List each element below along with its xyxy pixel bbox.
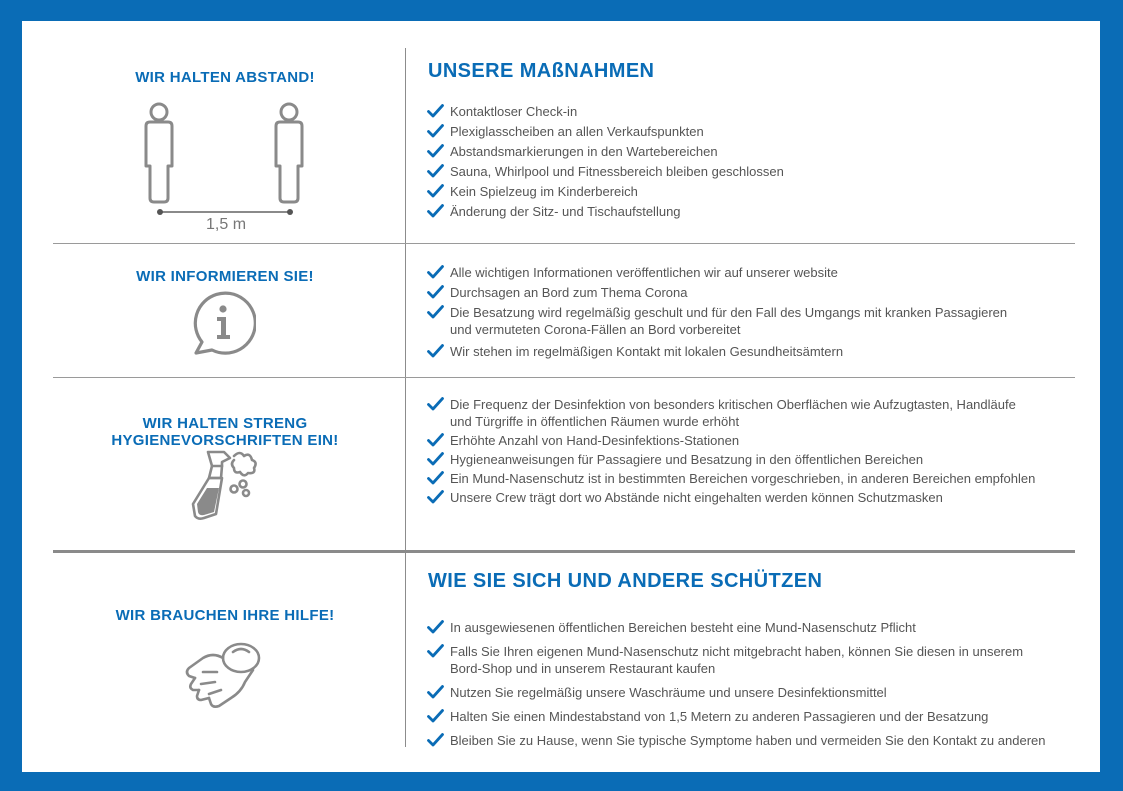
- list-item: Hygieneanweisungen für Passagiere und Besatzung in den öffentlichen Bereichen: [427, 451, 1035, 468]
- hygiene-list: [427, 396, 1035, 506]
- list-item: Kontaktloser Check-in: [427, 103, 784, 120]
- list-item: In ausgewiesenen öffentlichen Bereichen besteht eine Mund-Nasenschutz Pflicht: [427, 619, 1045, 636]
- checkmark-icon: [427, 685, 444, 699]
- list-item: Kein Spielzeug im Kinderbereich: [427, 183, 784, 200]
- section-label-inform: WIR INFORMIEREN SIE!: [136, 268, 314, 285]
- list-item: Wir stehen im regelmäßigen Kontakt mit lokalen Gesundheitsämtern: [427, 343, 1007, 360]
- measures-title: UNSERE MAßNAHMEN: [428, 60, 655, 82]
- checkmark-icon: [427, 620, 444, 634]
- section-label-hygiene: WIR HALTEN STRENG HYGIENEVORSCHRIFTEN EIN!: [111, 415, 339, 449]
- checkmark-icon: [427, 397, 444, 411]
- list-item: Die Besatzung wird regelmäßig geschult und für den Fall des Umgangs mit kranken Passagieren und vermuteten Corona-Fällen an Bord vorbereitet: [427, 304, 1007, 338]
- checkmark-icon: [427, 433, 444, 447]
- row-divider-2: [53, 377, 1075, 378]
- distance-label: 1,5 m: [206, 216, 247, 233]
- section-label-distance: WIR HALTEN ABSTAND!: [135, 69, 315, 86]
- checkmark-icon: [427, 733, 444, 747]
- checkmark-icon: [427, 265, 444, 279]
- list-item: Halten Sie einen Mindestabstand von 1,5 Metern zu anderen Passagieren und der Besatzung: [427, 708, 1045, 725]
- list-item: Plexiglasscheiben an allen Verkaufspunkten: [427, 123, 784, 140]
- list-item: Erhöhte Anzahl von Hand-Desinfektions-Stationen: [427, 432, 1035, 449]
- row-divider-1: [53, 243, 1075, 244]
- checkmark-icon: [427, 164, 444, 178]
- list-item: Bleiben Sie zu Hause, wenn Sie typische Symptome haben und vermeiden Sie den Kontakt zu anderen: [427, 732, 1045, 749]
- spray-bottle-icon: [186, 448, 266, 522]
- column-divider-bottom: [405, 553, 406, 747]
- social-distance-icon: [130, 100, 310, 218]
- checkmark-icon: [427, 709, 444, 723]
- list-item: Die Frequenz der Desinfektion von besonders kritischen Oberflächen wie Aufzugtasten, Handläufe und Türgriffe in öffentlichen Räumen wurde erhöht: [427, 396, 1035, 430]
- row-divider-3: [53, 550, 1075, 553]
- checkmark-icon: [427, 344, 444, 358]
- checkmark-icon: [427, 305, 444, 319]
- checkmark-icon: [427, 644, 444, 658]
- list-item: Durchsagen an Bord zum Thema Corona: [427, 284, 1007, 301]
- checkmark-icon: [427, 184, 444, 198]
- checkmark-icon: [427, 144, 444, 158]
- list-item: Alle wichtigen Informationen veröffentlichen wir auf unserer website: [427, 264, 1007, 281]
- section-label-help: WIR BRAUCHEN IHRE HILFE!: [115, 607, 335, 624]
- checkmark-icon: [427, 104, 444, 118]
- list-item: Unsere Crew trägt dort wo Abstände nicht eingehalten werden können Schutzmasken: [427, 489, 1035, 506]
- list-item: Ein Mund-Nasenschutz ist in bestimmten Bereichen vorgeschrieben, in anderen Bereichen empfohlen: [427, 470, 1035, 487]
- checkmark-icon: [427, 124, 444, 138]
- inform-list: [427, 264, 1007, 360]
- checkmark-icon: [427, 204, 444, 218]
- column-divider-top: [405, 48, 406, 550]
- protect-list: [427, 619, 1045, 749]
- checkmark-icon: [427, 471, 444, 485]
- list-item: Sauna, Whirlpool und Fitnessbereich bleiben geschlossen: [427, 163, 784, 180]
- checkmark-icon: [427, 285, 444, 299]
- measures-list: [427, 103, 784, 220]
- protect-title: WIE SIE SICH UND ANDERE SCHÜTZEN: [428, 570, 823, 592]
- list-item: Falls Sie Ihren eigenen Mund-Nasenschutz nicht mitgebracht haben, können Sie diesen in unserem Bord-Shop und in unserem Restaurant kaufen: [427, 643, 1045, 677]
- info-bubble-icon: [188, 290, 256, 356]
- pointing-hand-icon: [183, 632, 265, 710]
- list-item: Nutzen Sie regelmäßig unsere Waschräume und unsere Desinfektionsmittel: [427, 684, 1045, 701]
- checkmark-icon: [427, 452, 444, 466]
- list-item: Abstandsmarkierungen in den Wartebereichen: [427, 143, 784, 160]
- list-item: Änderung der Sitz- und Tischaufstellung: [427, 203, 784, 220]
- checkmark-icon: [427, 490, 444, 504]
